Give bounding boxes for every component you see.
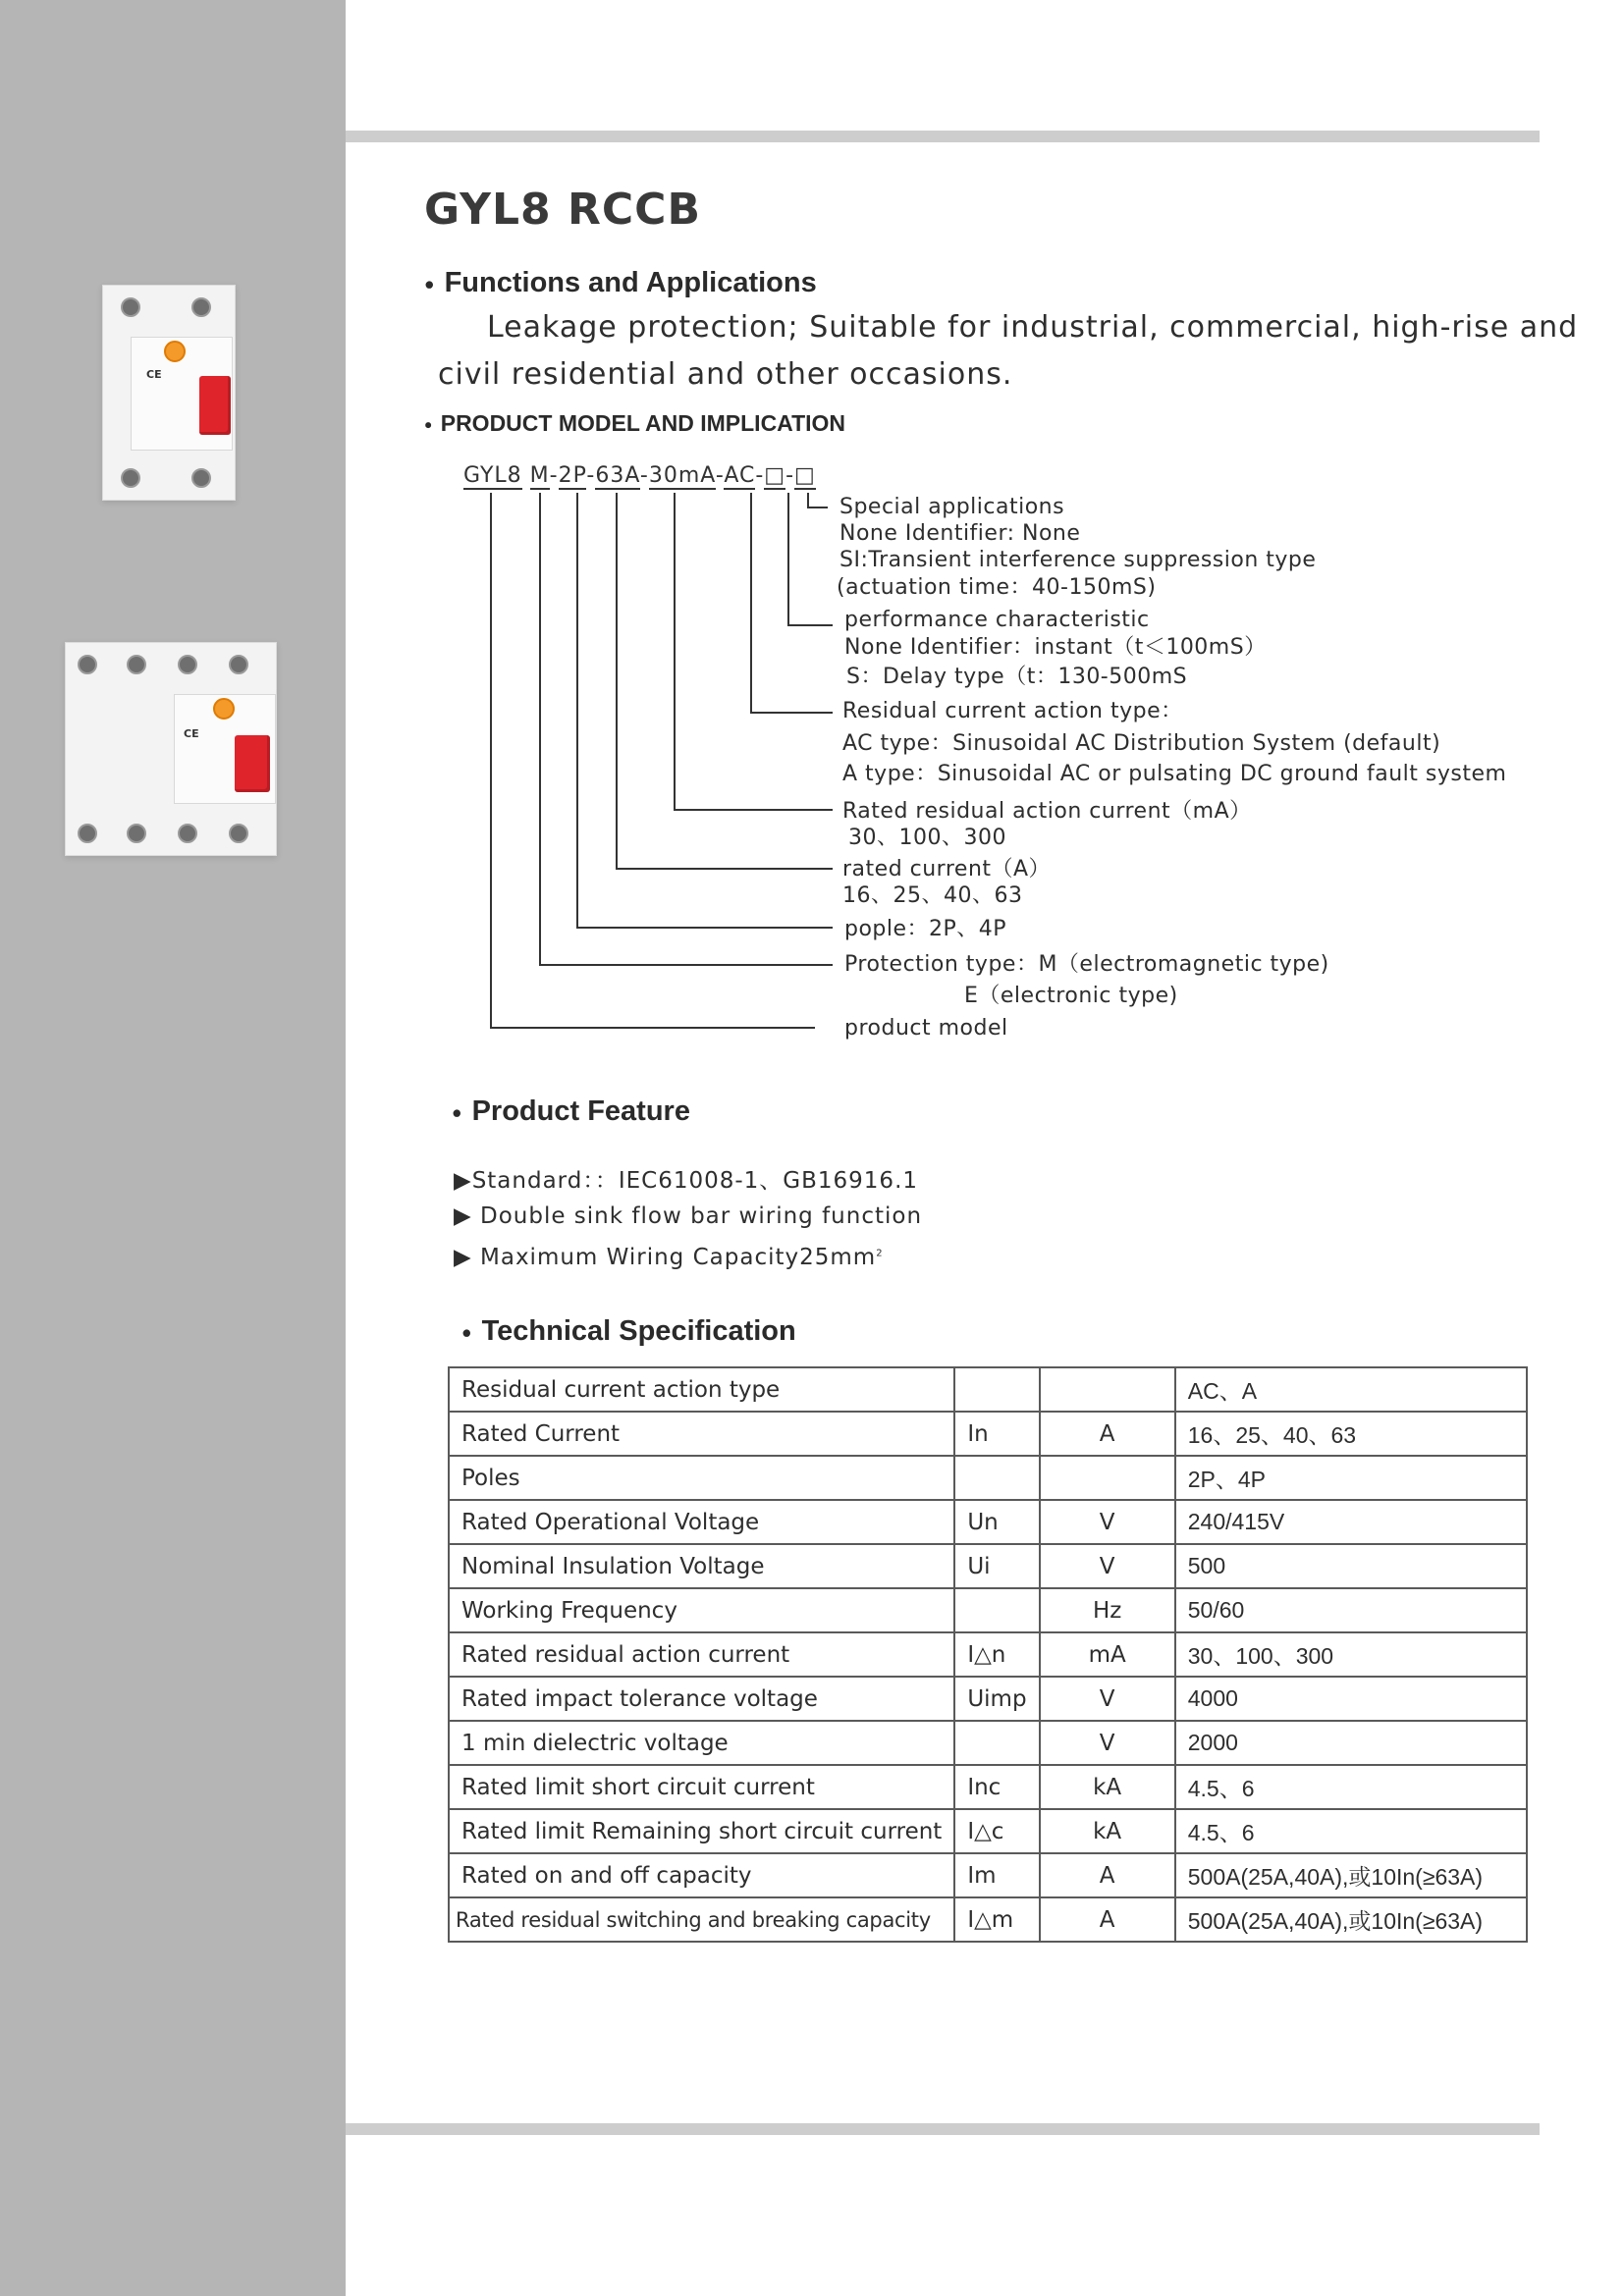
legend-current-values: 16、25、40、63	[842, 883, 1023, 908]
legend-special: Special applications	[839, 495, 1065, 519]
legend-residual: Rated residual action current（mA）	[842, 799, 1252, 824]
spec-row	[449, 1456, 1527, 1500]
legend-protection: Protection type：M（electromagnetic type)	[844, 952, 1329, 977]
spec-value: 16、25、40、63	[1175, 1412, 1527, 1456]
spec-param: Rated limit Remaining short circuit current	[449, 1809, 954, 1853]
spec-heading	[461, 1315, 796, 1348]
spec-row	[449, 1677, 1527, 1721]
spec-unit: V	[1040, 1677, 1175, 1721]
model-sep: -	[715, 463, 725, 488]
tree-line-type	[751, 493, 833, 713]
spec-row	[449, 1500, 1527, 1544]
spec-symbol: Im	[954, 1853, 1039, 1897]
model-part-type: AC	[724, 463, 756, 488]
spec-unit: V	[1040, 1721, 1175, 1765]
spec-param: 1 min dielectric voltage	[449, 1721, 954, 1765]
spec-value: AC、A	[1175, 1367, 1527, 1412]
legend-special-si: SI:Transient interference suppression type	[839, 548, 1317, 572]
spec-unit: V	[1040, 1500, 1175, 1544]
tree-line-current	[617, 493, 833, 869]
spec-param: Poles	[449, 1456, 954, 1500]
spec-unit: mA	[1040, 1632, 1175, 1677]
spec-row	[449, 1897, 1527, 1942]
spec-row	[449, 1412, 1527, 1456]
spec-symbol	[954, 1588, 1039, 1632]
spec-param: Working Frequency	[449, 1588, 954, 1632]
spec-unit: Hz	[1040, 1588, 1175, 1632]
feature-superscript: 2	[876, 1248, 884, 1259]
spec-table	[448, 1366, 1528, 1943]
spec-value: 500A(25A,40A),或10In(≥63A)	[1175, 1897, 1527, 1942]
spec-param: Rated residual switching and breaking capacity	[449, 1897, 954, 1942]
legend-type-a: A type：Sinusoidal AC or pulsating DC ground fault system	[842, 762, 1507, 786]
spec-value: 500	[1175, 1544, 1527, 1588]
functions-line-1: Leakage protection; Suitable for industrial, commercial, high-rise and	[487, 310, 1579, 345]
spec-value: 4.5、6	[1175, 1809, 1527, 1853]
legend-special-time: (actuation time：40-150mS)	[837, 575, 1157, 600]
spec-unit: A	[1040, 1412, 1175, 1456]
model-heading-text: PRODUCT MODEL AND IMPLICATION	[440, 410, 846, 436]
model-part-characteristic: □	[764, 463, 786, 488]
spec-unit: A	[1040, 1897, 1175, 1942]
legend-characteristic: performance characteristic	[844, 608, 1150, 632]
spec-param: Rated limit short circuit current	[449, 1765, 954, 1809]
spec-value: 30、100、300	[1175, 1632, 1527, 1677]
legend-special-none: None Identifier: None	[839, 521, 1081, 546]
spec-row	[449, 1588, 1527, 1632]
spec-value: 4000	[1175, 1677, 1527, 1721]
spec-row	[449, 1544, 1527, 1588]
spec-unit: kA	[1040, 1809, 1175, 1853]
rccb-2p-image: CE	[102, 285, 236, 501]
spec-value: 240/415V	[1175, 1500, 1527, 1544]
functions-heading-text: Functions and Applications	[444, 267, 817, 298]
model-sep: -	[549, 463, 559, 488]
spec-unit: A	[1040, 1853, 1175, 1897]
spec-value: 4.5、6	[1175, 1765, 1527, 1809]
spec-symbol: Un	[954, 1500, 1039, 1544]
spec-heading-text: Technical Specification	[481, 1315, 796, 1347]
spec-symbol	[954, 1367, 1039, 1412]
spec-unit	[1040, 1456, 1175, 1500]
legend-residual-values: 30、100、300	[848, 826, 1006, 850]
rccb-4p-image: CE	[65, 642, 277, 856]
spec-row	[449, 1853, 1527, 1897]
legend-protection-e: E（electronic type)	[964, 984, 1178, 1008]
feature-standard: ▶Standard：：IEC61008-1、GB16916.1	[454, 1168, 919, 1194]
tree-line-characteristic	[788, 493, 833, 625]
model-part-poles: 2P	[558, 463, 587, 488]
feature-double-sink: ▶ Double sink flow bar wiring function	[454, 1203, 923, 1229]
spec-symbol: In	[954, 1412, 1039, 1456]
spec-symbol: Inc	[954, 1765, 1039, 1809]
legend-current: rated current（A）	[842, 857, 1052, 881]
legend-type-ac: AC type：Sinusoidal AC Distribution System (default)	[842, 731, 1441, 756]
legend-characteristic-instant: None Identifier：instant（t＜100mS）	[844, 635, 1267, 660]
spec-value: 2P、4P	[1175, 1456, 1527, 1500]
page-title: GYL8 RCCB	[424, 185, 701, 235]
tree-line-residual	[675, 493, 833, 810]
spec-param: Rated residual action current	[449, 1632, 954, 1677]
feature-heading	[452, 1095, 690, 1128]
spec-unit	[1040, 1367, 1175, 1412]
spec-row	[449, 1721, 1527, 1765]
spec-row	[449, 1809, 1527, 1853]
spec-param: Rated impact tolerance voltage	[449, 1677, 954, 1721]
legend-series: product model	[844, 1016, 1008, 1041]
feature-wiring-capacity	[454, 1245, 884, 1270]
spec-symbol: I△n	[954, 1632, 1039, 1677]
model-part-protection: M	[529, 463, 550, 488]
spec-symbol	[954, 1721, 1039, 1765]
spec-row	[449, 1632, 1527, 1677]
spec-value: 500A(25A,40A),或10In(≥63A)	[1175, 1853, 1527, 1897]
spec-param: Residual current action type	[449, 1367, 954, 1412]
legend-characteristic-delay: S：Delay type（t：130-500mS	[846, 665, 1188, 689]
spec-row	[449, 1765, 1527, 1809]
model-part-residual: 30mA	[648, 463, 716, 488]
spec-value: 50/60	[1175, 1588, 1527, 1632]
model-sep: -	[586, 463, 596, 488]
model-sep: -	[639, 463, 649, 488]
spec-symbol: I△c	[954, 1809, 1039, 1853]
model-part-current: 63A	[595, 463, 640, 488]
feature-wiring-capacity-text: ▶ Maximum Wiring Capacity25mm	[454, 1245, 877, 1270]
spec-value: 2000	[1175, 1721, 1527, 1765]
spec-unit: kA	[1040, 1765, 1175, 1809]
spec-param: Rated Current	[449, 1412, 954, 1456]
spec-param: Nominal Insulation Voltage	[449, 1544, 954, 1588]
model-sep: -	[785, 463, 795, 488]
spec-param: Rated on and off capacity	[449, 1853, 954, 1897]
spec-row	[449, 1367, 1527, 1412]
spec-param: Rated Operational Voltage	[449, 1500, 954, 1544]
legend-poles: pople：2P、4P	[844, 917, 1007, 941]
feature-heading-text: Product Feature	[471, 1095, 690, 1127]
model-sep: -	[755, 463, 765, 488]
spec-symbol	[954, 1456, 1039, 1500]
spec-symbol: Ui	[954, 1544, 1039, 1588]
legend-type: Residual current action type：	[842, 699, 1183, 723]
spec-symbol: I△m	[954, 1897, 1039, 1942]
model-part-special: □	[794, 463, 816, 488]
functions-line-2: civil residential and other occasions.	[438, 357, 1013, 392]
spec-symbol: Uimp	[954, 1677, 1039, 1721]
model-part-series: GYL8	[463, 463, 522, 488]
tree-line-special	[808, 493, 828, 507]
spec-unit: V	[1040, 1544, 1175, 1588]
